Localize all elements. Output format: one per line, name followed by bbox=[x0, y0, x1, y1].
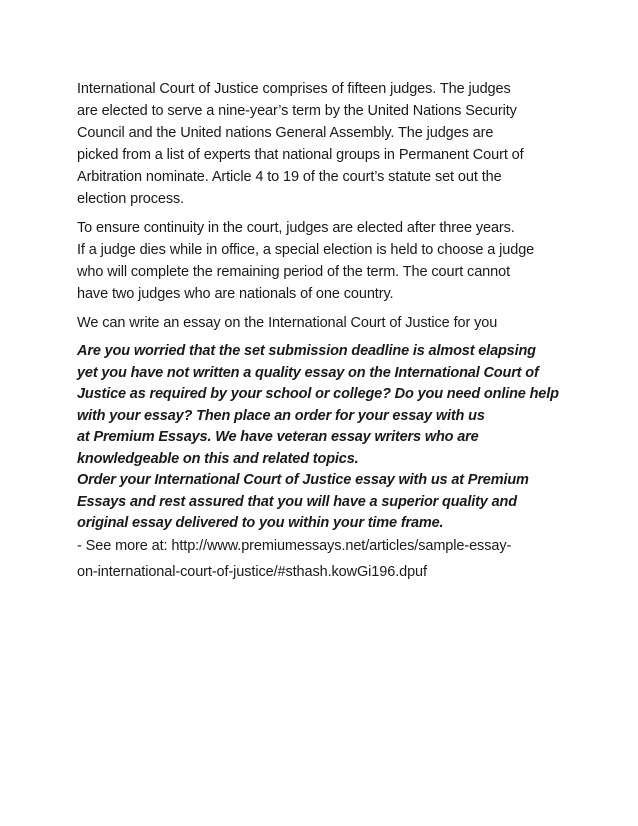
promo-line: Justice as required by your school or college? Do you need online help bbox=[77, 386, 559, 402]
text-line: who will complete the remaining period of the term. The court cannot bbox=[77, 264, 510, 280]
promo-line: Are you worried that the set submission deadline is almost elapsing bbox=[77, 343, 536, 359]
promo-line: Essays and rest assured that you will have a superior quality and bbox=[77, 493, 517, 510]
text-line: We can write an essay on the International Court of Justice for you bbox=[77, 315, 498, 331]
paragraph-essay-offer bbox=[77, 312, 577, 334]
promo-line: at Premium Essays. We have veteran essay writers who are bbox=[77, 429, 479, 445]
text-line: If a judge dies while in office, a special election is held to choose a judge bbox=[77, 242, 535, 258]
text-line: election process. bbox=[77, 191, 185, 207]
text-line: Council and the United nations General Assembly. The judges are bbox=[77, 125, 494, 141]
promo-line: original essay delivered to you within your time frame. bbox=[77, 515, 444, 531]
promo-line: knowledgeable on this and related topics. bbox=[77, 450, 359, 467]
text-line: are elected to serve a nine-year’s term by the United Nations Security bbox=[77, 103, 517, 119]
promo-line: Order your International Court of Justice essay with us at Premium bbox=[77, 472, 529, 488]
text-line: picked from a list of experts that national groups in Permanent Court of bbox=[77, 147, 524, 163]
promo-block bbox=[77, 341, 577, 535]
promo-line: yet you have not written a quality essay on the International Court of bbox=[77, 364, 539, 381]
source-note-line: - See more at: http://www.premiumessays.net/articles/sample-essay- bbox=[77, 537, 512, 554]
text-line: To ensure continuity in the court, judges are elected after three years. bbox=[77, 220, 515, 236]
source-note-line: on-international-court-of-justice/#sthash.kowGi196.dpuf bbox=[77, 563, 427, 580]
document-body bbox=[77, 78, 577, 583]
promo-line: with your essay? Then place an order for your essay with us bbox=[77, 407, 485, 424]
source-note bbox=[77, 535, 577, 583]
text-line: have two judges who are nationals of one country. bbox=[77, 286, 394, 302]
paragraph-continuity bbox=[77, 217, 577, 305]
paragraph-composition bbox=[77, 78, 577, 210]
text-line: International Court of Justice comprises of fifteen judges. The judges bbox=[77, 81, 511, 97]
text-line: Arbitration nominate. Article 4 to 19 of the court’s statute set out the bbox=[77, 169, 502, 185]
